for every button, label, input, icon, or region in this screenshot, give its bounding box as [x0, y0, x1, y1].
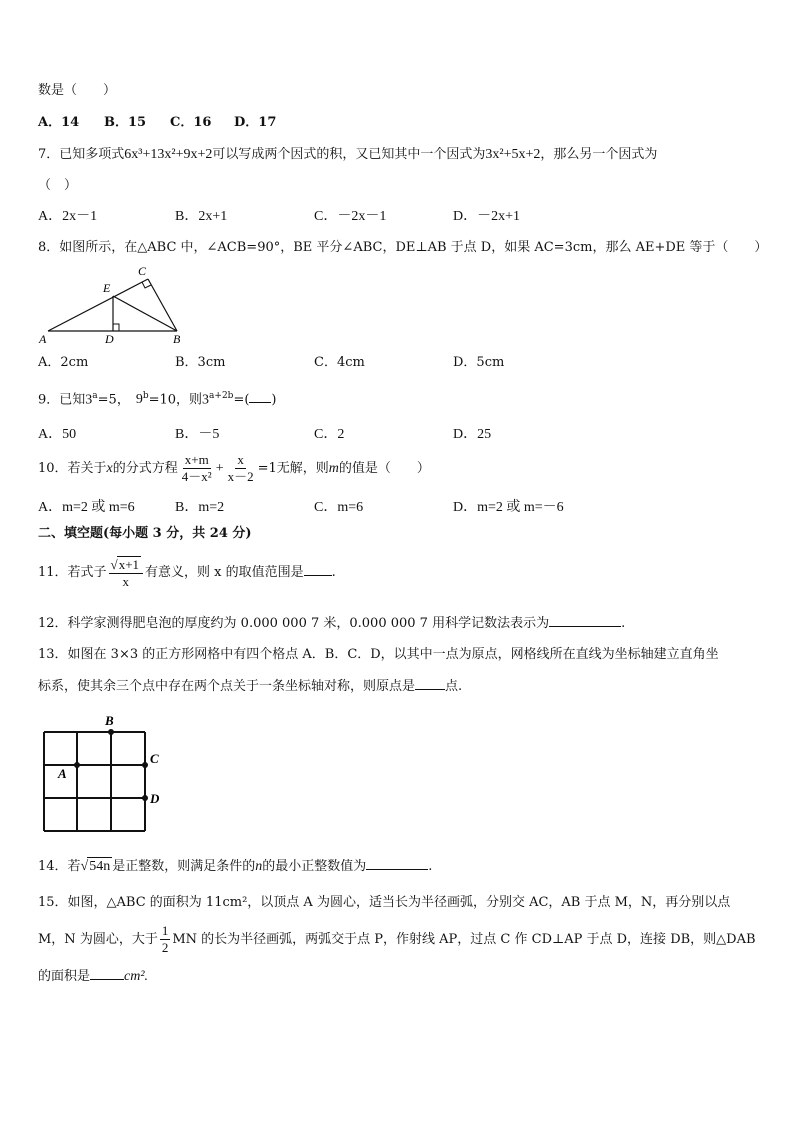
question-15-line-2: M，N 为圆心，大于 $\frac{1}{2}$ MN 的长为半径画弧，两弧交于点 P，作射线 AP，过点 C 作 CD⊥AP 于点 D，连接 DB，则△DAB — [38, 923, 756, 955]
q9-answer-blank[interactable] — [249, 390, 271, 403]
label-a: A — [39, 332, 47, 346]
q10-fraction-1: $\frac{x+m}{\text{4－x²}}$ — [181, 452, 212, 484]
segment-ac — [48, 279, 148, 331]
q9-option-a: A．50 — [38, 427, 77, 442]
question-11: 11．若式子 $\frac{√x+1}{x}$ 有意义，则 x 的取值范围是 . — [38, 556, 336, 589]
q7-option-a: A．2x－1 — [38, 209, 98, 224]
q11-answer-blank[interactable] — [304, 563, 332, 576]
q9-option-c: C．2 — [314, 427, 345, 442]
grid-lines — [44, 732, 145, 831]
question-14: 14．若√54n 是正整数，则满足条件的n的最小正整数值为 . — [38, 859, 433, 874]
question-15-line-1: 15．如图，△ABC 的面积为 11cm²，以顶点 A 为圆心，适当长为半径画弧，分别交 AC，AB 于点 M，N，再分别以点 — [38, 895, 731, 910]
right-angle-mark-d — [113, 324, 119, 331]
q10-option-c: C．m=6 — [314, 500, 364, 515]
q7-option-b: B．2x+1 — [175, 209, 228, 224]
q7-option-d: D．－2x+1 — [453, 209, 521, 224]
q10-option-b: B．m=2 — [175, 500, 225, 515]
question-15-line-3: 的面积是 cm². — [38, 969, 149, 984]
q8-option-d: D．5cm — [453, 355, 505, 370]
question-12: 12．科学家测得肥皂泡的厚度约为 0.000 000 7 米，0.000 000 7 用科学记数法表示为 . — [38, 616, 626, 631]
question-9: 9．已知$3^a=5$， $9^b=10$，则$3^{a+2b}=$( ) — [38, 391, 277, 408]
q7-factor: 3x²+5x+2 — [485, 147, 541, 162]
q6-option-b: B．15 — [104, 115, 147, 130]
q9-option-b: B．－5 — [175, 427, 220, 442]
q6-option-d: D．17 — [234, 115, 277, 130]
question-10: 10．若关于x的分式方程 $\frac{x+m}{\text{4－x²}}$ + $\frac{x}{x-2}$ =1无解，则m的值是（ ） — [38, 452, 430, 484]
q9-option-d: D．25 — [453, 427, 492, 442]
question-13-line-2: 标系，使其余三个点中存在两个点关于一条坐标轴对称，则原点是 点. — [38, 679, 463, 694]
label-c: C — [138, 264, 147, 278]
point-d — [142, 795, 148, 801]
label-c: C — [150, 751, 159, 766]
q7-option-c: C．－2x－1 — [314, 209, 387, 224]
q7-polynomial: 6x³+13x²+9x+2 — [124, 147, 213, 162]
point-b — [108, 729, 114, 735]
q13-grid-figure — [36, 711, 170, 837]
point-c — [142, 762, 148, 768]
question-6-tail: 数是（ ） — [38, 83, 117, 98]
q6-option-a: A．14 — [38, 115, 80, 130]
q8-option-a: A．2cm — [38, 355, 89, 370]
q15-half-fraction: $\frac{1}{2}$ — [161, 923, 169, 955]
label-d: D — [150, 791, 160, 806]
question-8: 8．如图所示，在△ABC 中，∠ACB=90°，BE 平分∠ABC，DE⊥AB 于点 D，如果 AC=3cm，那么 AE+DE 等于（ ） — [38, 240, 768, 255]
question-7: 7．已知多项式6x³+13x²+9x+2可以写成两个因式的积，又已知其中一个因式为3x²+5x+2，那么另一个因式为 — [38, 147, 658, 162]
point-a — [74, 762, 80, 768]
q6-option-c: C．16 — [170, 115, 212, 130]
label-b: B — [173, 332, 181, 346]
q8-option-b: B．3cm — [175, 355, 226, 370]
q14-answer-blank[interactable] — [366, 857, 428, 870]
q11-fraction: $\frac{√x+1}{x}$ — [109, 556, 143, 590]
q14-radicand: 54n — [89, 859, 111, 874]
label-b: B — [105, 713, 114, 728]
q12-answer-blank[interactable] — [549, 614, 621, 627]
q7-paren: （ ） — [38, 178, 78, 193]
label-a: A — [58, 766, 67, 781]
q13-answer-blank[interactable] — [415, 677, 445, 690]
q10-fraction-2: $\frac{x}{x-2}$ — [227, 452, 254, 484]
q10-option-d: D．m=2 或 m=－6 — [453, 500, 564, 515]
q8-option-c: C．4cm — [314, 355, 365, 370]
q15-answer-blank[interactable] — [90, 967, 124, 980]
section-2-heading: 二、填空题(每小题 3 分，共 24 分) — [38, 526, 252, 541]
label-d: D — [105, 332, 114, 346]
q8-triangle-figure — [36, 262, 196, 346]
label-e: E — [103, 281, 111, 295]
q10-option-a: A．m=2 或 m=6 — [38, 500, 135, 515]
question-13-line-1: 13．如图在 3×3 的正方形网格中有四个格点 A．B．C．D，以其中一点为原点，网格线所在直线为坐标轴建立直角坐 — [38, 647, 719, 662]
